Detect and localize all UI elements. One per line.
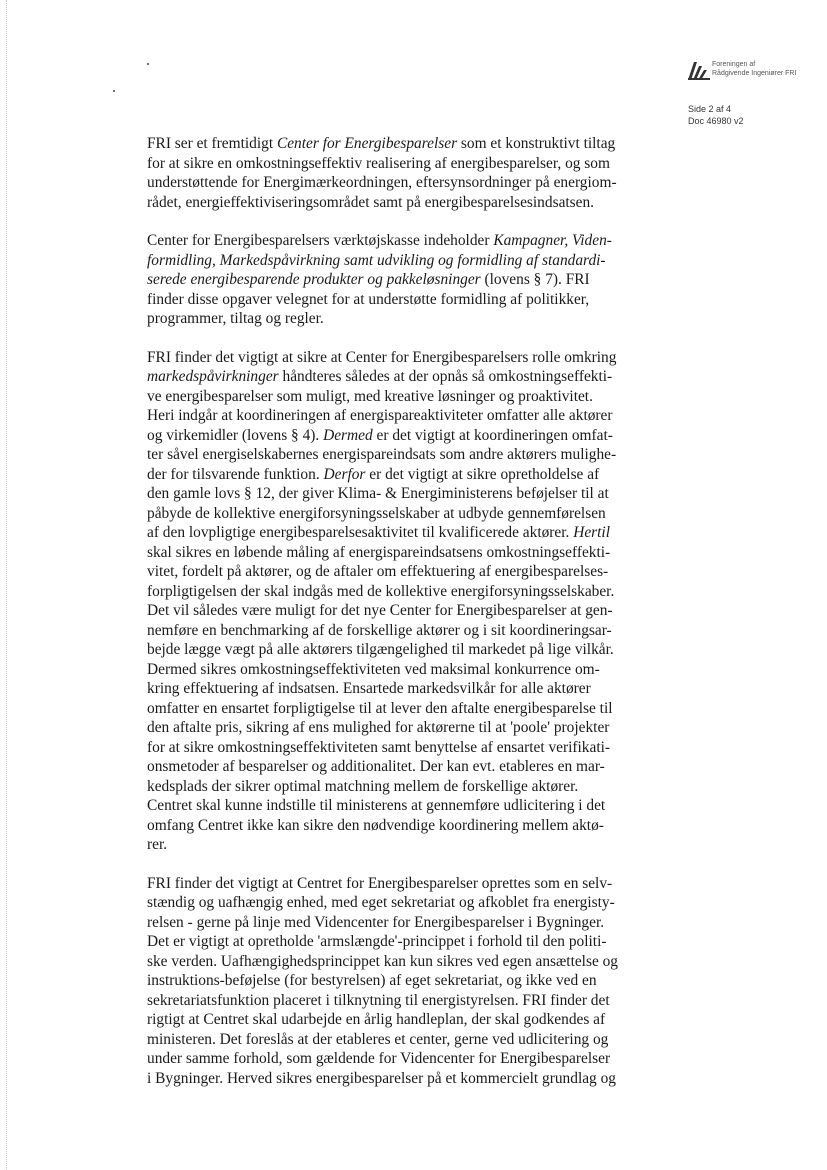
text-run: FRI finder det vigtigt at Centret for Energibesparelser oprettes som en selv-	[147, 874, 613, 892]
text-line	[147, 290, 643, 310]
text-run: vitet, fordelt på aktører, og de aftaler om effektuering af energibesparelses-	[147, 563, 609, 580]
italic-run: Center for Energibesparelser	[276, 135, 458, 152]
text-line	[147, 270, 643, 290]
italic-run: Kampagner, Viden-	[493, 232, 612, 249]
text-run: ske verden. Uafhængighedsprincippet kan kun sikres ved egen ansættelse og	[147, 952, 619, 970]
text-run: (lovens § 7). FRI	[480, 271, 590, 288]
text-line	[147, 699, 643, 719]
text-line	[147, 640, 643, 660]
text-line	[147, 621, 643, 641]
text-run: er det vigtigt at koordineringen omfat-	[372, 426, 613, 444]
text-line	[147, 816, 643, 836]
italic-run: Derfor	[323, 465, 366, 483]
text-line	[147, 562, 643, 582]
text-run: påbyde de kollektive energiforsyningsselskaber at udbyde gennemførelsen	[147, 504, 606, 522]
text-run: kring effektuering af indsatsen. Ensartede markedsvilkår for alle aktører	[147, 680, 591, 697]
text-run: FRI finder det vigtigt at sikre at Center for Energibesparelsers rolle omkring	[147, 348, 617, 366]
text-run: nemføre en benchmarking af de forskellige aktører og i sit koordineringsar-	[147, 621, 612, 639]
paragraph	[147, 874, 643, 1089]
paragraph	[147, 134, 643, 212]
text-line	[147, 348, 643, 368]
text-line	[147, 504, 643, 524]
fri-logo	[688, 60, 822, 82]
text-line	[147, 601, 643, 621]
logo-line-1: Foreningen af	[712, 61, 756, 68]
text-run: for at sikre omkostningseffektiviteten samt benyttelse af ensartet verifikati-	[147, 738, 610, 756]
text-run: stændig og uafhængig enhed, med eget sekretariat og afkoblet fra energisty-	[147, 894, 615, 911]
text-line	[147, 1010, 643, 1030]
text-line	[147, 874, 643, 894]
text-line	[147, 796, 643, 816]
text-line	[147, 426, 643, 446]
text-run: den aftalte pris, sikring af ens mulighed for aktørerne til at 'poole' projekter	[147, 719, 610, 736]
text-line	[147, 231, 643, 251]
text-line	[147, 971, 643, 991]
text-run: skal sikres en løbende måling af energispareindsatsens omkostningseffekti-	[147, 543, 611, 561]
text-run: omfatter en ensartet forpligtigelse til at lever den aftalte energibesparelse til	[147, 699, 613, 717]
document-body	[147, 134, 643, 1107]
text-run: den gamle lovs § 12, der giver Klima- & Energiministerens beføjelser til at	[147, 485, 609, 502]
text-line	[147, 523, 643, 543]
text-line	[147, 484, 643, 504]
text-line	[147, 465, 643, 485]
text-line	[147, 1069, 643, 1089]
text-line	[147, 1030, 643, 1050]
text-run: Dermed sikres omkostningseffektiviteten ved maksimal konkurrence om-	[147, 660, 600, 678]
logo-line-2: Rådgivende Ingeniører FRI	[712, 70, 797, 77]
doc-number: Doc 46980 v2	[688, 116, 744, 126]
text-line	[147, 718, 643, 738]
text-run: rådet, energieffektiviseringsområdet samt på energibesparelsesindsatsen.	[147, 193, 595, 211]
fri-logo-icon	[688, 62, 710, 80]
text-line	[147, 777, 643, 797]
text-line	[147, 367, 643, 387]
text-run: onsmetoder af besparelser og additionalitet. Der kan evt. etableres en mar-	[147, 758, 605, 775]
text-run: for at sikre en omkostningseffektiv realisering af energibesparelser, og som	[147, 154, 610, 172]
text-line	[147, 893, 643, 913]
paragraph	[147, 231, 643, 329]
text-line	[147, 757, 643, 777]
doc-meta	[688, 103, 744, 127]
italic-run: Hertil	[573, 524, 610, 541]
text-run: af den lovpligtige energibesparelsesaktivitet til kvalificerede aktører.	[147, 524, 574, 541]
text-line	[147, 134, 643, 154]
text-run: Center for Energibesparelsers værktøjskasse indeholder	[147, 232, 494, 249]
text-line	[147, 387, 643, 407]
text-line	[147, 251, 643, 271]
text-run: bejde lægge vægt på alle aktørers tilgængelighed til markedet på lige vilkår.	[147, 641, 614, 658]
text-run: ve energibesparelser som muligt, med kreative løsninger og proaktivitet.	[147, 387, 593, 405]
text-run: finder disse opgaver velegnet for at understøtte formidling af politikker,	[147, 290, 590, 308]
text-line	[147, 932, 643, 952]
text-line	[147, 154, 643, 174]
text-line	[147, 660, 643, 680]
text-run: sekretariatsfunktion placeret i tilknytning til energistyrelsen. FRI finder det	[147, 991, 610, 1009]
text-run: håndteres således at der opnås så omkostningseffekti-	[278, 368, 613, 385]
text-run: understøttende for Energimærkeordningen, eftersynsordninger på energiom-	[147, 174, 617, 191]
italic-run: formidling, Markedspåvirkning samt udvikling og formidling af standardi-	[147, 251, 606, 269]
italic-run: Dermed	[323, 426, 373, 444]
text-line	[147, 543, 643, 563]
italic-run: markedspåvirkninger	[147, 368, 279, 385]
text-run: programmer, tiltag og regler.	[147, 310, 324, 327]
text-run: Det er vigtigt at opretholde 'armslængde'-princippet i forhold til den politi-	[147, 933, 607, 950]
page-number: Side 2 af 4	[688, 104, 732, 114]
text-run: der for tilsvarende funktion.	[147, 465, 324, 483]
text-line	[147, 193, 643, 213]
text-line	[147, 679, 643, 699]
text-run: instruktions-beføjelse (for bestyrelsen) af eget sekretariat, og ikke ved en	[147, 972, 597, 989]
text-run: ter såvel energiselskabernes energispareindsats som andre aktørers mulighe-	[147, 446, 617, 463]
scan-dot	[147, 63, 149, 65]
text-run: Det vil således være muligt for det nye Center for Energibesparelser at gen-	[147, 602, 613, 619]
text-run: Heri indgår at koordineringen af energispareaktiviteter omfatter alle aktører	[147, 407, 613, 424]
text-run: FRI ser et fremtidigt	[147, 135, 277, 152]
text-run: kedsplads der sikrer optimal matchning mellem de forskellige aktører.	[147, 777, 579, 795]
text-run: rigtigt at Centret skal udarbejde en årlig handleplan, der skal godkendes af	[147, 1011, 606, 1028]
text-line	[147, 913, 643, 933]
text-run: forpligtigelsen der skal indgås med de kollektive energiforsyningsselskaber.	[147, 582, 615, 600]
paragraph	[147, 348, 643, 855]
text-line	[147, 309, 643, 329]
text-line	[147, 445, 643, 465]
text-run: i Bygninger. Herved sikres energibesparelser på et kommercielt grundlag og	[147, 1069, 616, 1087]
text-line	[147, 835, 643, 855]
text-line	[147, 1049, 643, 1069]
text-line	[147, 406, 643, 426]
text-run: omfang Centret ikke kan sikre den nødvendige koordinering mellem aktø-	[147, 816, 604, 834]
text-line	[147, 582, 643, 602]
text-run: og virkemidler (lovens § 4).	[147, 426, 324, 444]
text-line	[147, 173, 643, 193]
text-run: rer.	[147, 836, 168, 853]
scan-dot	[113, 90, 115, 92]
text-line	[147, 991, 643, 1011]
margin-rule	[6, 0, 8, 1170]
text-run: Centret skal kunne indstille til ministerens at gennemføre udlicitering i det	[147, 797, 606, 814]
text-run: ministeren. Det foreslås at der etableres et center, gerne ved udlicitering og	[147, 1030, 609, 1048]
text-run: er det vigtigt at sikre opretholdelse af	[365, 465, 600, 483]
text-line	[147, 738, 643, 758]
text-line	[147, 952, 643, 972]
text-run: relsen - gerne på linje med Videncenter for Energibesparelser i Bygninger.	[147, 913, 605, 931]
italic-run: serede energibesparende produkter og pakkeløsninger	[147, 271, 481, 288]
text-run: under samme forhold, som gældende for Videncenter for Energibesparelser	[147, 1050, 611, 1067]
text-run: som et konstruktivt tiltag	[457, 135, 616, 152]
